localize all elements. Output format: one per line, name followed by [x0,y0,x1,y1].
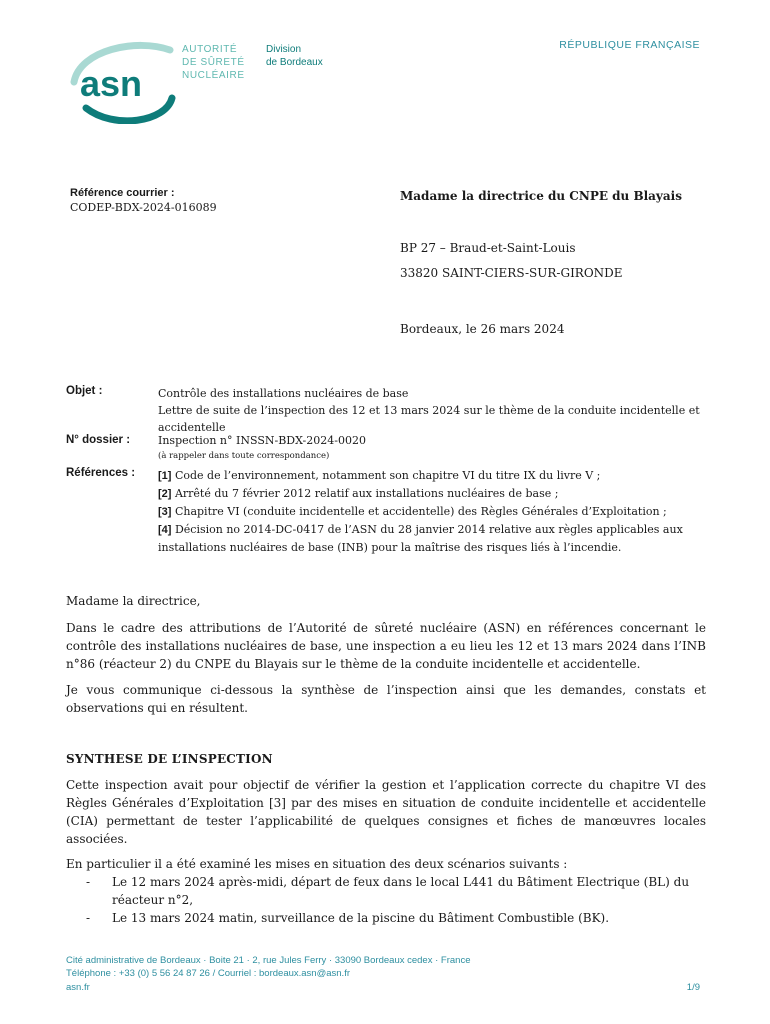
footer-address: Cité administrative de Bordeaux · Boite 21 · 2, rue Jules Ferry · 33090 Bordeaux cedex · France [66,955,471,966]
body-paragraph: Dans le cadre des attributions de l’Autorité de sûreté nucléaire (ASN) en références concernant le contrôle des installations nucléaires de base, une inspection a eu lieu les 12 et 13 mars 2024 dans l’INB n°86 (réacteur 2) du CNPE du Blayais sur le thème de la conduite incidentelle et accidentelle. [66,621,706,671]
authority-line: AUTORITÉ [182,44,238,55]
reference-tag: [3] [158,506,172,518]
authority-line: NUCLÉAIRE [182,70,245,81]
authority-line: DE SÛRETÉ [182,57,245,68]
reference-item [158,503,710,521]
objet-label: Objet : [66,385,103,397]
salutation: Madame la directrice, [66,594,201,608]
page-number: 1/9 [686,982,700,993]
division-line: de Bordeaux [266,57,323,68]
dossier-value: Inspection n° INSSN-BDX-2024-0020 [158,434,366,447]
republic-label: RÉPUBLIQUE FRANÇAISE [559,39,700,51]
reference-label: Référence courrier : [70,187,175,199]
recipient-name: Madame la directrice du CNPE du Blayais [400,189,682,203]
objet-text [158,385,708,436]
logo-wordmark: asn [80,63,143,104]
reference-text: Arrêté du 7 février 2012 relatif aux installations nucléaires de base ; [171,487,559,500]
reference-tag: [1] [158,470,172,482]
dossier-label: N° dossier : [66,434,131,446]
division-line: Division [266,44,302,55]
asn-logo [66,36,178,124]
bullet-marker: - [86,875,91,889]
reference-text: Décision no 2014-DC-0417 de l’ASN du 28 janvier 2014 relative aux règles applicables aux installations nucléaires de base (INB) pour la maîtrise des risques liés à l’incendie. [158,523,683,554]
reference-tag: [4] [158,524,172,536]
list-item-text: Le 12 mars 2024 après-midi, départ de feux dans le local L441 du Bâtiment Electrique (BL) du réacteur n°2, [112,875,690,907]
reference-text: Chapitre VI (conduite incidentelle et accidentelle) des Règles Générales d’Exploitation ; [171,505,667,518]
list-item-text: Le 13 mars 2024 matin, surveillance de la piscine du Bâtiment Combustible (BK). [112,911,610,925]
footer-contact: Téléphone : +33 (0) 5 56 24 87 26 / Courriel : bordeaux.asn@asn.fr [66,968,350,979]
recipient-address-line1: BP 27 – Braud-et-Saint-Louis [400,241,576,255]
bullet-marker: - [86,911,91,925]
authority-name [182,43,245,82]
references-list [158,467,710,557]
footer-website-link[interactable]: asn.fr [66,982,90,993]
scenario-list [86,873,708,927]
body-paragraph: Cette inspection avait pour objectif de vérifier la gestion et l’application correcte du chapitre VI des Règles Générales d’Exploitation [3] par des mises en situation de conduite incidentelle et accidentelle (CIA) permettant de tester l’applicabilité de quelques consignes et fiches de manœuvres locales associées. [66,778,706,846]
reference-item [158,485,710,503]
list-item [86,873,708,909]
division-name [266,43,323,69]
body-paragraph: En particulier il a été examiné les mises en situation des deux scénarios suivants : [66,857,568,871]
recipient-address-line2: 33820 SAINT-CIERS-SUR-GIRONDE [400,266,623,280]
objet-line: Lettre de suite de l’inspection des 12 et 13 mars 2024 sur le thème de la conduite incidentelle et accidentelle [158,404,700,434]
body-paragraph: Je vous communique ci-dessous la synthèse de l’inspection ainsi que les demandes, constats et observations qui en résultent. [66,683,706,715]
reference-item [158,521,710,557]
references-label: Références : [66,467,136,479]
letter-date: Bordeaux, le 26 mars 2024 [400,322,565,336]
section-title: SYNTHESE DE L’INSPECTION [66,752,273,766]
reference-item [158,467,710,485]
list-item [86,909,708,927]
objet-line: Contrôle des installations nucléaires de base [158,387,409,400]
reference-tag: [2] [158,488,172,500]
reference-text: Code de l’environnement, notamment son chapitre VI du titre IX du livre V ; [171,469,601,482]
dossier-note: (à rappeler dans toute correspondance) [158,451,330,461]
reference-value: CODEP-BDX-2024-016089 [70,201,217,214]
